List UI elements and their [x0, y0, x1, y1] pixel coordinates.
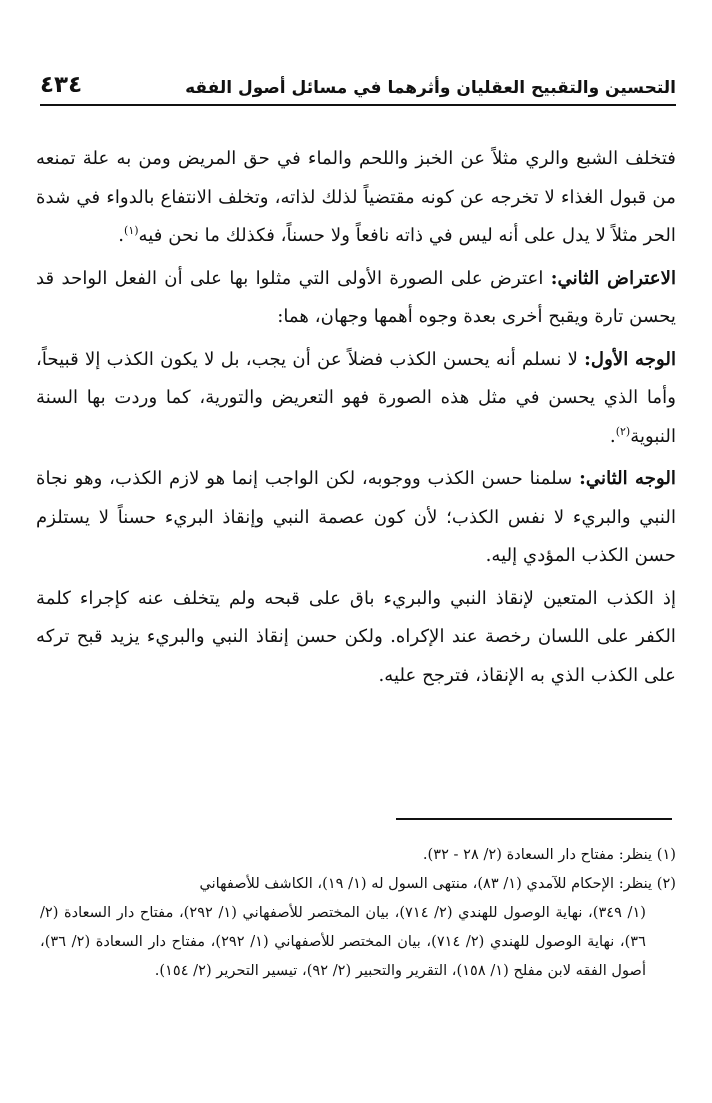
paragraph-2 — [36, 260, 676, 337]
footnote-ref-1: (١) — [124, 223, 139, 237]
paragraph-4-text: سلمنا حسن الكذب ووجوبه، لكن الواجب إنما هو لازم الكذب، وهو نجاة النبي والبريء لا نفس الكذب؛ لأن كون عصمة النبي وإنقاذ البريء حسناً لا يستلزم حسن الكذب المؤدي إليه. — [36, 468, 676, 566]
footnote-1: (١) ينظر: مفتاح دار السعادة (٢/ ٢٨ - ٣٢). — [422, 846, 676, 863]
footnotes — [40, 840, 676, 985]
paragraph-3: الوجه الأول: لا نسلم أنه يحسن الكذب فضلاً عن أن يجب، بل لا يكون الكذب إلا قبيحاً، وأما الذي يحسن في مثل هذه الصورة فهو التعريض والتورية، كما وردت بها السنة النبوية$^{(٢)}$. — [36, 348, 676, 447]
paragraph-5: إذ الكذب المتعين لإنقاذ النبي والبريء باق على قبحه ولم يتخلف عنه كإجراء كلمة الكفر على اللسان رخصة عند الإكراه. ولكن حسن إنقاذ النبي والبريء يزيد قبح تركه على الكذب الذي به الإنقاذ، فترجح عليه. — [36, 587, 676, 686]
paragraph-1-text: فتخلف الشبع والري مثلاً عن الخبز واللحم والماء في حق المريض ومن به علة تمنعه من قبول الغذاء لا تخرجه عن كونه مقتضياً لذلك لذاته، وتخلف الانتفاع بالدواء في شدة الحر مثلاً لا يدل على أنه ليس في ذاته نافعاً ولا حسناً، فكذلك ما نحن فيه — [36, 148, 676, 246]
paragraph-4 — [36, 460, 676, 576]
paragraph-2-text: اعترض على الصورة الأولى التي مثلوا بها على أن الفعل الواحد قد يحسن تارة ويقبح أخرى بعدة وجوه أهمها وجهان، هما: — [36, 267, 676, 327]
paragraph-1: فتخلف الشبع والري مثلاً عن الخبز واللحم والماء في حق المريض ومن به علة تمنعه من قبول الغذاء لا تخرجه عن كونه مقتضياً لذلك لذاته، وتخلف الانتفاع بالدواء في شدة الحر مثلاً لا يدل على أنه ليس في ذاته نافعاً ولا حسناً، فكذلك ما نحن فيه$^{(١)}$. — [36, 148, 676, 246]
footnote-ref-2: (٢) — [615, 424, 631, 438]
footnote-2-continuation: (١/ ٣٤٩)، نهاية الوصول للهندي (٢/ ٧١٤)، بيان المختصر للأصفهاني (١/ ٢٩٢)، مفتاح دار السعادة (٢/ ٣٦)، نهاية الوصول للهندي (٢/ ٧١٤)، بيان المختصر للأصفهاني (١/ ٢٩٢)، مفتاح دار السعادة (٢/ ٣٦)، أصول الفقه لابن مفلح (١/ ١٥٨)، التقرير والتحبير (٢/ ٩٢)، تيسير التحرير (٢/ ١٥٤). — [40, 904, 646, 979]
running-header — [40, 66, 676, 106]
second-objection-heading: الاعتراض الثاني: — [550, 267, 676, 289]
paragraph-3-text: لا نسلم أنه يحسن الكذب فضلاً عن أن يجب، بل لا يكون الكذب إلا قبيحاً، وأما الذي يحسن في مثل هذه الصورة فهو التعريض والتورية، كما وردت بها السنة النبوية — [36, 348, 676, 447]
second-aspect-heading: الوجه الثاني: — [579, 468, 676, 489]
footnote-separator — [396, 818, 672, 820]
header-title: التحسين والتقبيح العقليان وأثرهما في مسائل أصول الفقه — [185, 78, 676, 98]
footnote-2-first-line: (٢) ينظر: الإحكام للآمدي (١/ ٨٣)، منتهى السول له (١/ ١٩)، الكاشف للأصفهاني — [199, 875, 676, 892]
first-aspect-heading: الوجه الأول: — [584, 348, 676, 370]
page-number: ٤٣٤ — [40, 72, 83, 98]
main-text — [36, 140, 676, 699]
